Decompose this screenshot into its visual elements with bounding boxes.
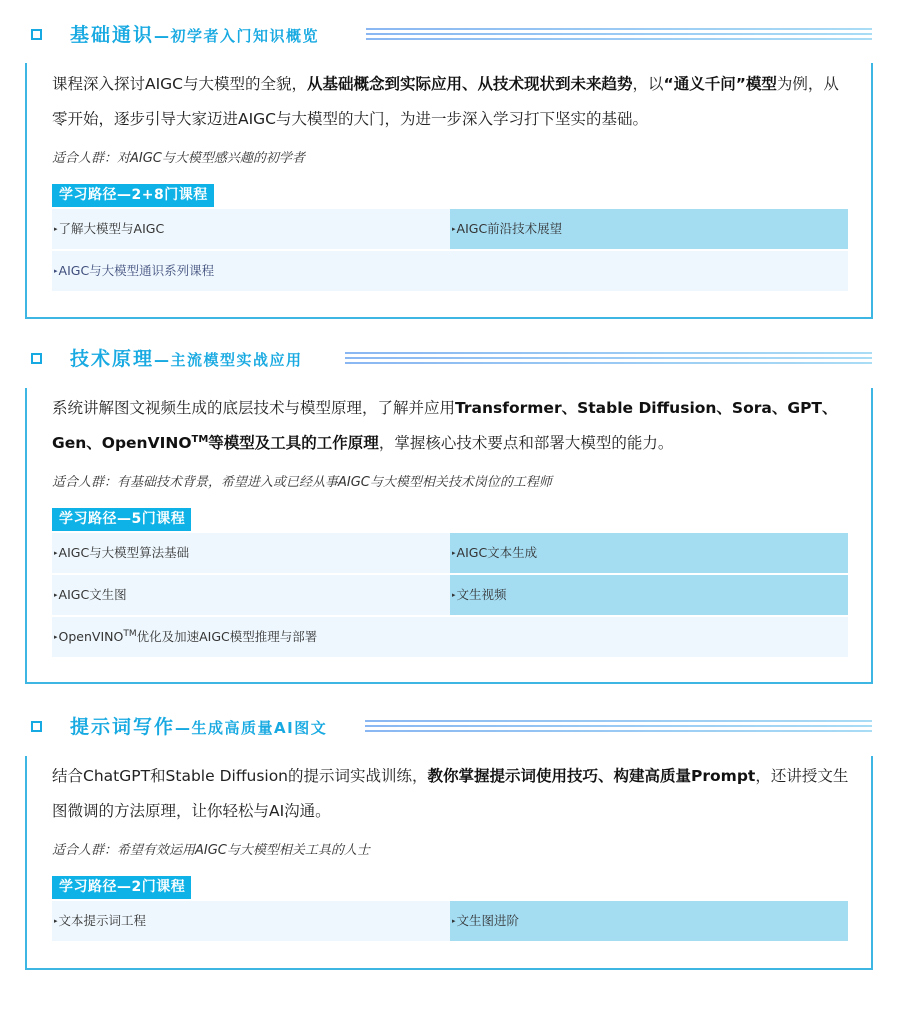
section-content-box [25,756,873,970]
section-title-sub: —主流模型实战应用 [154,351,303,369]
course-item-link[interactable]: ▸AIGC与大模型通识系列课程 [52,251,848,291]
section-prompt-writing [0,708,906,973]
bullet-triangle-icon: ▸ [54,633,58,641]
bullet-triangle-icon: ▸ [54,917,58,925]
header-divider-lines [366,28,872,40]
header-divider-lines [345,352,872,364]
course-item[interactable]: ▸文生视频 [450,575,848,615]
target-audience: 适合人群：希望有效运用AIGC与大模型相关工具的人士 [52,843,370,858]
course-grid [52,533,848,657]
section-title-main: 基础通识 [70,24,155,46]
section-header [0,340,906,380]
section-title-main: 技术原理 [70,348,155,370]
section-description: 课程深入探讨AIGC与大模型的全貌，从基础概念到实际应用、从技术现状到未来趋势，以“通义千问”模型为例，从零开始，逐步引导大家迈进AIGC与大模型的大门，为进一步深入学习打下坚实的基础。 [52,75,839,128]
header-divider-lines [365,720,872,732]
course-item[interactable]: ▸了解大模型与AIGC [52,209,450,249]
course-item[interactable]: ▸AIGC文生图 [52,575,450,615]
bullet-triangle-icon: ▸ [452,591,456,599]
section-description: 系统讲解图文视频生成的底层技术与模型原理，了解并应用Transformer、Stable Diffusion、Sora、GPT、Gen、OpenVINO™等模型及工具的工作原理，掌握核心技术要点和部署大模型的能力。 [52,399,838,452]
bullet-triangle-icon: ▸ [54,549,58,557]
section-header [0,16,906,56]
learning-path-label: 学习路径—5门课程 [52,508,191,531]
section-title [70,342,303,377]
target-audience: 适合人群：对AIGC与大模型感兴趣的初学者 [52,151,305,166]
checkbox-icon[interactable] [31,353,42,364]
section-content-box [25,388,873,684]
course-item[interactable]: ▸文生图进阶 [450,901,848,941]
bullet-triangle-icon: ▸ [54,225,58,233]
course-grid [52,901,848,941]
checkbox-icon[interactable] [31,29,42,40]
section-title-sub: —初学者入门知识概览 [154,27,320,45]
section-title-sub: —生成高质量AI图文 [175,719,328,737]
section-title-main: 提示词写作 [70,716,176,738]
section-description: 结合ChatGPT和Stable Diffusion的提示词实战训练，教你掌握提示词使用技巧、构建高质量Prompt，还讲授文生图微调的方法原理，让你轻松与AI沟通。 [52,767,849,820]
course-item[interactable]: ▸AIGC文本生成 [450,533,848,573]
course-item[interactable]: ▸AIGC与大模型算法基础 [52,533,450,573]
section-tech-principles [0,340,906,686]
checkbox-icon[interactable] [31,721,42,732]
bullet-triangle-icon: ▸ [54,267,58,275]
learning-path-label: 学习路径—2+8门课程 [52,184,214,207]
target-audience: 适合人群：有基础技术背景，希望进入或已经从事AIGC与大模型相关技术岗位的工程师 [52,475,552,490]
section-title [70,18,319,53]
course-item[interactable]: ▸AIGC前沿技术展望 [450,209,848,249]
course-item[interactable]: ▸OpenVINO™优化及加速AIGC模型推理与部署 [52,617,848,657]
section-header [0,708,906,748]
course-item[interactable]: ▸文本提示词工程 [52,901,450,941]
course-grid [52,209,848,291]
learning-path-label: 学习路径—2门课程 [52,876,191,899]
section-content-box [25,63,873,319]
bullet-triangle-icon: ▸ [452,917,456,925]
bullet-triangle-icon: ▸ [452,225,456,233]
section-basics [0,16,906,321]
bullet-triangle-icon: ▸ [452,549,456,557]
bullet-triangle-icon: ▸ [54,591,58,599]
section-title [70,710,327,745]
